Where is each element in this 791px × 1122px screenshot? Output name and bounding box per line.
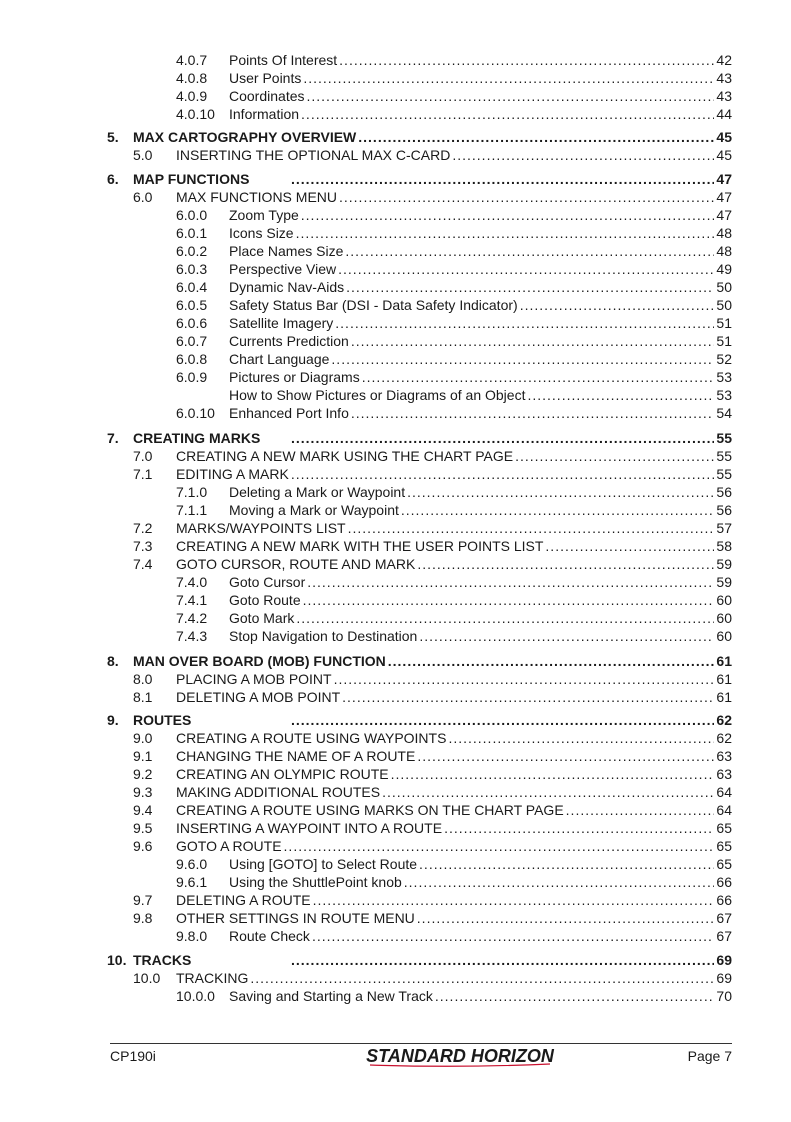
toc-leader-dots (339, 52, 714, 69)
toc-page-number: 52 (716, 351, 732, 367)
toc-leader-dots (291, 952, 714, 969)
toc-leader-dots (545, 538, 714, 555)
toc-subsection[interactable] (0, 874, 791, 891)
toc-leader-dots (301, 106, 714, 123)
toc-page-number: 64 (716, 784, 732, 800)
toc-leader-dots (401, 502, 715, 519)
toc-page-number: 66 (716, 874, 732, 890)
toc-title: INSERTING A WAYPOINT INTO A ROUTE (176, 820, 443, 836)
toc-leader-dots (444, 820, 714, 837)
toc-leader-dots (419, 856, 714, 873)
toc-number: 9.2 (133, 766, 153, 782)
toc-title: CREATING MARKS (133, 430, 261, 446)
toc-leader-dots (566, 802, 715, 819)
toc-title: CREATING A NEW MARK WITH THE USER POINTS LIST (176, 538, 544, 554)
toc-number: 7.1.0 (176, 484, 208, 500)
toc-number: 8.0 (133, 671, 153, 687)
toc-subsection[interactable] (0, 574, 791, 591)
toc-section[interactable] (0, 892, 791, 909)
toc-title: CREATING A ROUTE USING WAYPOINTS (176, 730, 447, 746)
toc-title: GOTO CURSOR, ROUTE AND MARK (176, 556, 416, 572)
toc-section[interactable] (0, 730, 791, 747)
toc-section[interactable] (0, 970, 791, 987)
toc-section[interactable] (0, 910, 791, 927)
toc-subsection[interactable] (0, 297, 791, 314)
toc-title: DELETING A MOB POINT (176, 689, 341, 705)
toc-title: CREATING A NEW MARK USING THE CHART PAGE (176, 448, 514, 464)
toc-section[interactable] (0, 766, 791, 783)
toc-chapter[interactable] (0, 653, 791, 670)
toc-leader-dots (307, 88, 715, 105)
toc-subsection[interactable] (0, 928, 791, 945)
footer-page-number: Page 7 (687, 1048, 732, 1064)
toc-title: CHANGING THE NAME OF A ROUTE (176, 748, 416, 764)
toc-number: 6.0 (133, 189, 153, 205)
toc-page-number: 49 (716, 261, 732, 277)
toc-number: 9.6 (133, 838, 153, 854)
toc-title: Route Check (229, 928, 310, 944)
toc-section[interactable] (0, 448, 791, 465)
toc-title: Pictures or Diagrams (229, 369, 360, 385)
toc-number: 10. (107, 952, 127, 968)
toc-subsection[interactable] (0, 207, 791, 224)
toc-page-number: 70 (716, 988, 732, 1004)
toc-title: Using [GOTO] to Select Route (229, 856, 418, 872)
toc-page-number: 50 (716, 279, 732, 295)
toc-section[interactable] (0, 671, 791, 688)
toc-title: CREATING AN OLYMPIC ROUTE (176, 766, 389, 782)
standard-horizon-logo (340, 1045, 580, 1067)
toc-page-number: 42 (716, 52, 732, 68)
toc-number: 9.6.1 (176, 874, 208, 890)
toc-number: 9.8 (133, 910, 153, 926)
toc-subsection[interactable] (0, 225, 791, 242)
toc-leader-dots (520, 297, 715, 314)
toc-page-number: 55 (716, 466, 732, 482)
toc-number: 7.4.0 (176, 574, 208, 590)
toc-chapter[interactable] (0, 430, 791, 447)
toc-number: 4.0.8 (176, 70, 208, 86)
toc-title: MAP FUNCTIONS (133, 171, 250, 187)
toc-section[interactable] (0, 802, 791, 819)
toc-title: Information (229, 106, 300, 122)
toc-subsection[interactable] (0, 369, 791, 386)
toc-leader-dots (291, 171, 714, 188)
toc-number: 7.0 (133, 448, 153, 464)
toc-leader-dots (452, 147, 714, 164)
toc-title: Icons Size (229, 225, 294, 241)
toc-page-number: 44 (716, 106, 732, 122)
toc-title: Chart Language (229, 351, 330, 367)
toc-subsection[interactable] (0, 628, 791, 645)
toc-subsection[interactable] (0, 70, 791, 87)
toc-number: 7.1 (133, 466, 153, 482)
toc-subsection[interactable] (0, 610, 791, 627)
toc-page-number: 47 (716, 171, 732, 187)
toc-page-number: 60 (716, 610, 732, 626)
toc-page-number: 54 (716, 405, 732, 421)
toc-subsection[interactable] (0, 502, 791, 519)
toc-leader-dots (515, 448, 714, 465)
toc-page-number: 65 (716, 856, 732, 872)
toc-title: MAX FUNCTIONS MENU (176, 189, 337, 205)
toc-number: 7. (107, 430, 119, 446)
toc-section[interactable] (0, 538, 791, 555)
toc-number: 7.3 (133, 538, 153, 554)
toc-number: 9.4 (133, 802, 153, 818)
toc-title: Enhanced Port Info (229, 405, 349, 421)
toc-chapter[interactable] (0, 129, 791, 146)
toc-page-number: 59 (716, 574, 732, 590)
toc-section[interactable] (0, 838, 791, 855)
brand-text: STANDARD HORIZON (366, 1046, 554, 1066)
toc-title: CREATING A ROUTE USING MARKS ON THE CHART PAGE (176, 802, 564, 818)
toc-leader-dots (307, 574, 714, 591)
toc-number: 7.4 (133, 556, 153, 572)
toc-number: 6. (107, 171, 119, 187)
toc-subsection[interactable] (0, 333, 791, 350)
toc-title: Currents Prediction (229, 333, 349, 349)
toc-leader-dots (342, 689, 714, 706)
toc-leader-dots (291, 712, 714, 729)
toc-leader-dots (417, 910, 715, 927)
toc-page-number: 69 (716, 952, 732, 968)
toc-page-number: 60 (716, 628, 732, 644)
toc-page-number: 65 (716, 838, 732, 854)
toc-subsection[interactable] (0, 351, 791, 368)
toc-leader-dots (417, 748, 714, 765)
toc-page-number: 60 (716, 592, 732, 608)
toc-page-number: 55 (716, 448, 732, 464)
toc-page-number: 48 (716, 243, 732, 259)
toc-leader-dots (351, 333, 715, 350)
toc-section[interactable] (0, 147, 791, 164)
toc-title: Goto Mark (229, 610, 295, 626)
toc-leader-dots (338, 261, 714, 278)
toc-title: User Points (229, 70, 302, 86)
toc-section[interactable] (0, 466, 791, 483)
toc-number: 9.8.0 (176, 928, 208, 944)
toc-number: 7.4.2 (176, 610, 208, 626)
toc-number: 4.0.7 (176, 52, 208, 68)
toc-subsection[interactable] (0, 106, 791, 123)
toc-title: Coordinates (229, 88, 305, 104)
toc-title: TRACKING (176, 970, 249, 986)
toc-number: 5.0 (133, 147, 153, 163)
toc-page-number: 50 (716, 297, 732, 313)
toc-number: 6.0.6 (176, 315, 208, 331)
toc-page-number: 67 (716, 928, 732, 944)
toc-page-number: 43 (716, 88, 732, 104)
toc-subsection[interactable] (0, 484, 791, 501)
toc-title: Goto Route (229, 592, 301, 608)
toc-number: 4.0.9 (176, 88, 208, 104)
toc-title: Satellite Imagery (229, 315, 334, 331)
toc-page-number: 67 (716, 910, 732, 926)
toc-section[interactable] (0, 189, 791, 206)
toc-title: Using the ShuttlePoint knob (229, 874, 402, 890)
toc-number: 9.1 (133, 748, 153, 764)
toc-leader-dots (284, 838, 715, 855)
toc-page-number: 55 (716, 430, 732, 446)
toc-page-number: 43 (716, 70, 732, 86)
toc-number: 7.4.1 (176, 592, 208, 608)
toc-title: MAKING ADDITIONAL ROUTES (176, 784, 381, 800)
toc-page-number: 59 (716, 556, 732, 572)
toc-section[interactable] (0, 689, 791, 706)
toc-title: OTHER SETTINGS IN ROUTE MENU (176, 910, 415, 926)
toc-number: 9.5 (133, 820, 153, 836)
toc-leader-dots (435, 988, 715, 1005)
toc-page-number: 61 (716, 671, 732, 687)
toc-leader-dots (417, 556, 714, 573)
toc-section[interactable] (0, 748, 791, 765)
toc-number: 9. (107, 712, 119, 728)
toc-page-number: 63 (716, 766, 732, 782)
toc-subsection[interactable] (0, 387, 791, 404)
toc-subsection[interactable] (0, 315, 791, 332)
toc-leader-dots (312, 928, 714, 945)
toc-page-number: 65 (716, 820, 732, 836)
toc-section[interactable] (0, 556, 791, 573)
toc-number: 7.1.1 (176, 502, 208, 518)
toc-title: How to Show Pictures or Diagrams of an Object (229, 387, 526, 403)
toc-subsection[interactable] (0, 405, 791, 422)
toc-number: 6.0.1 (176, 225, 208, 241)
toc-page-number: 45 (716, 129, 732, 145)
toc-number: 6.0.10 (176, 405, 215, 421)
toc-number: 4.0.10 (176, 106, 215, 122)
toc-page-number: 64 (716, 802, 732, 818)
toc-number: 10.0.0 (176, 988, 215, 1004)
toc-title: Goto Cursor (229, 574, 306, 590)
toc-number: 5. (107, 129, 119, 145)
toc-leader-dots (313, 892, 715, 909)
toc-title: TRACKS (133, 952, 192, 968)
footer-divider (110, 1043, 732, 1044)
toc-title: MAX CARTOGRAPHY OVERVIEW (133, 129, 357, 145)
toc-chapter[interactable] (0, 712, 791, 729)
toc-section[interactable] (0, 820, 791, 837)
toc-page-number: 56 (716, 502, 732, 518)
toc-number: 6.0.7 (176, 333, 208, 349)
toc-title: Place Names Size (229, 243, 344, 259)
toc-leader-dots (334, 671, 715, 688)
toc-leader-dots (291, 466, 715, 483)
toc-page-number: 51 (716, 333, 732, 349)
toc-subsection[interactable] (0, 52, 791, 69)
toc-leader-dots (301, 207, 715, 224)
toc-subsection[interactable] (0, 988, 791, 1005)
toc-title: GOTO A ROUTE (176, 838, 282, 854)
toc-page-number: 63 (716, 748, 732, 764)
toc-number: 7.4.3 (176, 628, 208, 644)
toc-page-number: 62 (716, 730, 732, 746)
toc-number: 9.7 (133, 892, 153, 908)
toc-page-number: 69 (716, 970, 732, 986)
toc-title: Perspective View (229, 261, 337, 277)
toc-subsection[interactable] (0, 243, 791, 260)
toc-page-number: 53 (716, 369, 732, 385)
toc-title: MARKS/WAYPOINTS LIST (176, 520, 346, 536)
toc-title: Stop Navigation to Destination (229, 628, 418, 644)
toc-page-number: 62 (716, 712, 732, 728)
toc-section[interactable] (0, 520, 791, 537)
toc-section[interactable] (0, 784, 791, 801)
toc-page-number: 53 (716, 387, 732, 403)
toc-page-number: 58 (716, 538, 732, 554)
toc-number: 6.0.2 (176, 243, 208, 259)
toc-title: INSERTING THE OPTIONAL MAX C-CARD (176, 147, 451, 163)
toc-leader-dots (291, 430, 714, 447)
toc-chapter[interactable] (0, 171, 791, 188)
toc-leader-dots (303, 70, 714, 87)
toc-number: 9.6.0 (176, 856, 208, 872)
toc-number: 8.1 (133, 689, 153, 705)
toc-leader-dots (362, 369, 715, 386)
toc-leader-dots (358, 129, 714, 146)
toc-subsection[interactable] (0, 279, 791, 296)
toc-leader-dots (527, 387, 714, 404)
toc-page-number: 48 (716, 225, 732, 241)
toc-title: Saving and Starting a New Track (229, 988, 433, 1004)
toc-page-number: 61 (716, 689, 732, 705)
toc-leader-dots (345, 243, 714, 260)
toc-title: DELETING A ROUTE (176, 892, 311, 908)
toc-leader-dots (351, 405, 715, 422)
toc-leader-dots (303, 592, 715, 609)
toc-title: Moving a Mark or Waypoint (229, 502, 399, 518)
toc-page-number: 56 (716, 484, 732, 500)
toc-leader-dots (391, 766, 715, 783)
toc-page-number: 57 (716, 520, 732, 536)
toc-leader-dots (448, 730, 714, 747)
toc-number: 6.0.5 (176, 297, 208, 313)
toc-title: Points Of Interest (229, 52, 338, 68)
toc-title: MAN OVER BOARD (MOB) FUNCTION (133, 653, 386, 669)
toc-leader-dots (348, 520, 715, 537)
footer-model: CP190i (110, 1048, 156, 1064)
toc-number: 7.2 (133, 520, 153, 536)
toc-number: 9.0 (133, 730, 153, 746)
toc-leader-dots (296, 610, 714, 627)
toc-title: EDITING A MARK (176, 466, 289, 482)
toc-title: Deleting a Mark or Waypoint (229, 484, 406, 500)
toc-subsection[interactable] (0, 592, 791, 609)
toc-leader-dots (339, 189, 714, 206)
toc-subsection[interactable] (0, 856, 791, 873)
toc-title: PLACING A MOB POINT (176, 671, 332, 687)
toc-number: 6.0.4 (176, 279, 208, 295)
toc-leader-dots (335, 315, 714, 332)
toc-page-number: 45 (716, 147, 732, 163)
toc-leader-dots (250, 970, 714, 987)
toc-page-number: 61 (716, 653, 732, 669)
toc-number: 10.0 (133, 970, 161, 986)
toc-number: 6.0.8 (176, 351, 208, 367)
toc-subsection[interactable] (0, 88, 791, 105)
toc-title: ROUTES (133, 712, 192, 728)
toc-page-number: 47 (716, 189, 732, 205)
toc-title: Safety Status Bar (DSI - Data Safety Indicator) (229, 297, 518, 313)
toc-leader-dots (296, 225, 715, 242)
toc-leader-dots (382, 784, 714, 801)
toc-subsection[interactable] (0, 261, 791, 278)
toc-number: 8. (107, 653, 119, 669)
toc-number: 6.0.3 (176, 261, 208, 277)
toc-page-number: 51 (716, 315, 732, 331)
toc-leader-dots (331, 351, 714, 368)
toc-leader-dots (346, 279, 714, 296)
toc-leader-dots (419, 628, 714, 645)
toc-number: 6.0.0 (176, 207, 208, 223)
toc-number: 6.0.9 (176, 369, 208, 385)
toc-page-number: 47 (716, 207, 732, 223)
toc-leader-dots (404, 874, 715, 891)
toc-leader-dots (407, 484, 714, 501)
toc-number: 9.3 (133, 784, 153, 800)
toc-title: Dynamic Nav-Aids (229, 279, 345, 295)
toc-page-number: 66 (716, 892, 732, 908)
toc-leader-dots (388, 653, 715, 670)
toc-title: Zoom Type (229, 207, 299, 223)
toc-chapter[interactable] (0, 952, 791, 969)
